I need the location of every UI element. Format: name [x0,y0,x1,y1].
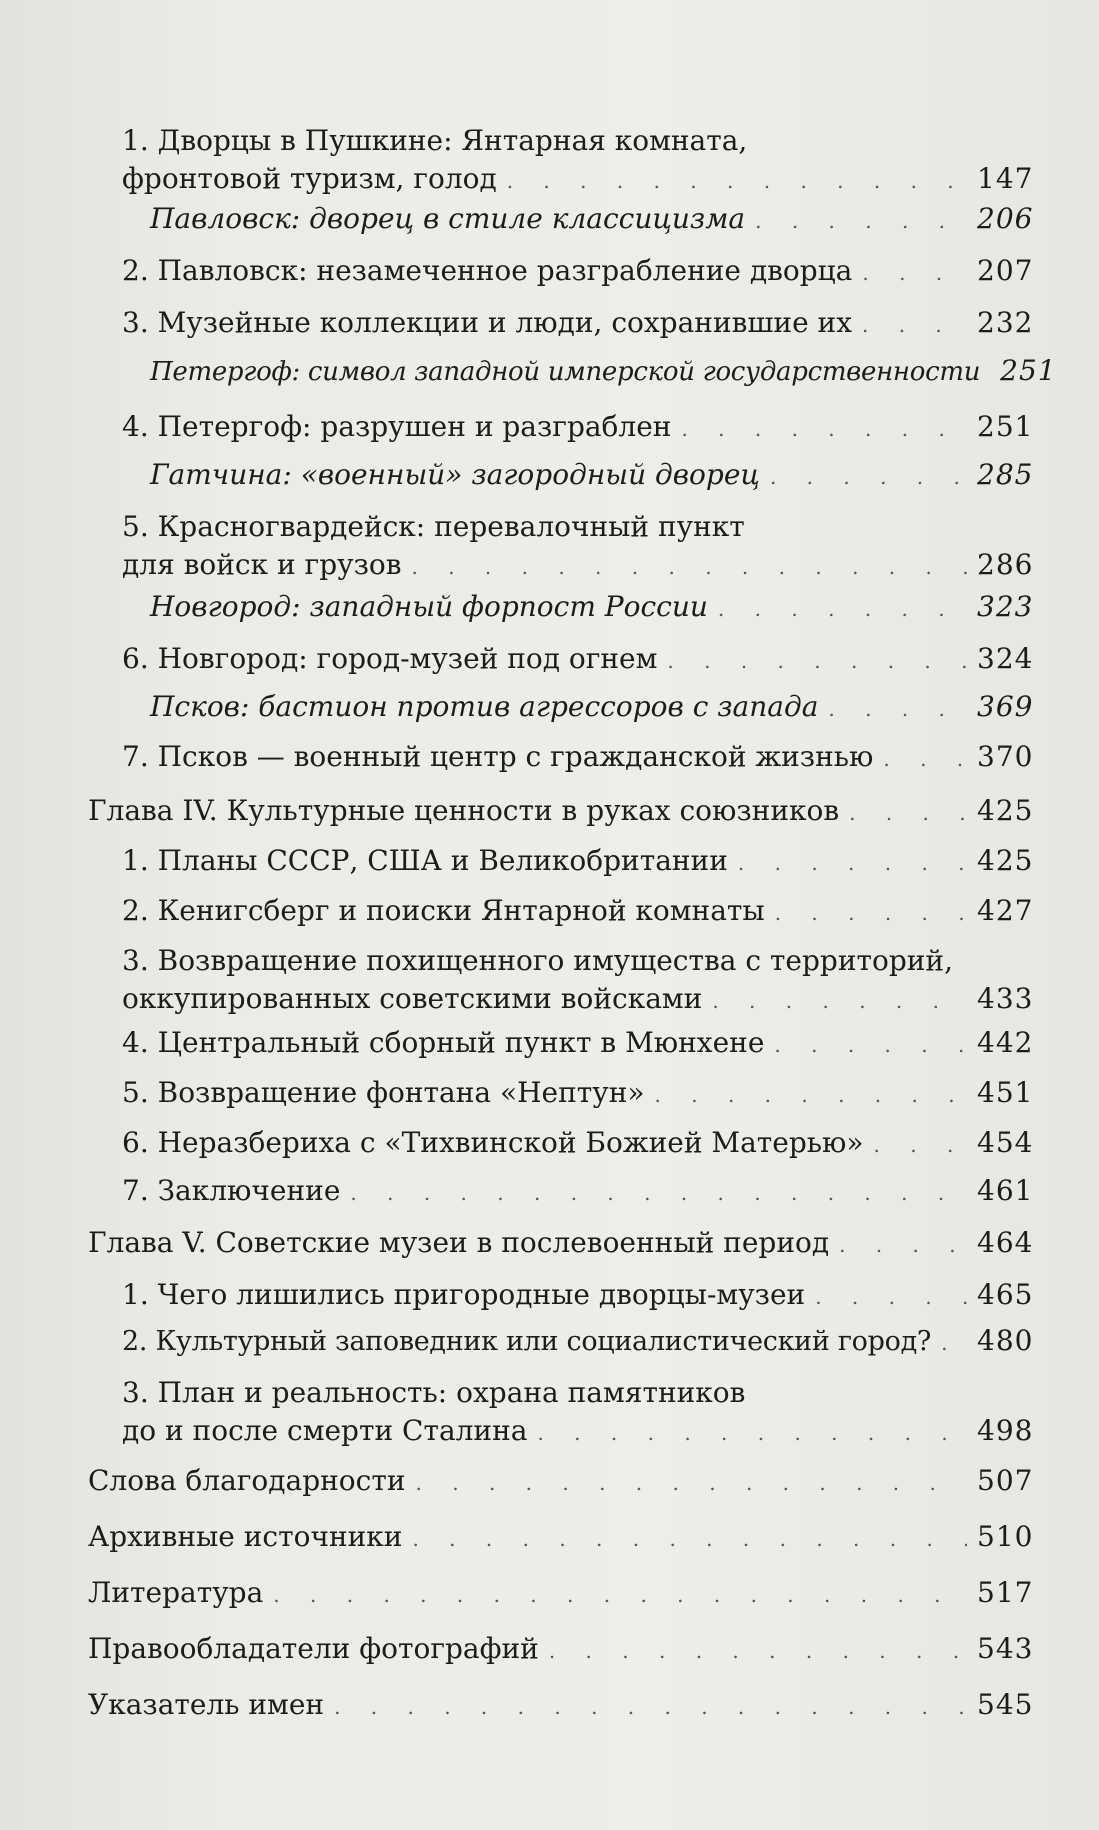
toc-entry[interactable] [122,1074,1034,1114]
toc-page-number: 507 [977,1464,1034,1497]
toc-page-number: 543 [977,1632,1034,1665]
toc-entry-title-cont: для войск и грузов [122,548,402,581]
toc-entry[interactable] [122,508,1034,586]
toc-entry-title: 5. Возвращение фонтана «Нептун» [122,1076,645,1109]
toc-entry-title: 3. Музейные коллекции и люди, сохранившие их [122,306,852,339]
dot-leader [862,254,967,292]
toc-chapter[interactable] [88,1686,1034,1726]
toc-entry[interactable] [122,408,1034,448]
dot-leader [874,1126,967,1164]
toc-chapter[interactable] [88,1518,1034,1558]
toc-entry-title: 2. Культурный заповедник или социалистический город? [122,1326,932,1357]
dot-leader [718,590,967,628]
toc-entry[interactable] [122,304,1034,344]
toc-page-number: 323 [977,590,1034,623]
toc-chapter-title: Литература [88,1576,264,1609]
toc-entry-title: 7. Псков — военный центр с гражданской жизнью [122,740,874,773]
toc-entry-title: 4. Центральный сборный пункт в Мюнхене [122,1026,765,1059]
dot-leader [774,1026,967,1064]
toc-chapter-title: Глава V. Советские музеи в послевоенный период [88,1226,830,1259]
toc-chapter-title: Глава IV. Культурные ценности в руках союзников [88,794,840,827]
toc-page-number: 285 [977,458,1034,491]
toc-entry-title: 3. Возвращение похищенного имущества с территорий, [122,944,953,977]
toc-entry[interactable] [150,688,1034,728]
toc-page-number: 425 [977,844,1034,877]
toc-entry-title-cont: до и после смерти Сталина [122,1414,528,1447]
dot-leader [412,1520,967,1558]
toc-entry-title: 7. Заключение [122,1174,341,1207]
toc-entry-title: Новгород: западный форпост России [150,590,708,623]
toc-page-number: 369 [977,690,1034,723]
dot-leader [681,410,967,448]
toc-entry[interactable] [150,200,1034,240]
dot-leader [507,162,967,200]
toc-entry-title: 6. Неразбериха с «Тихвинской Божией Матерью» [122,1126,864,1159]
toc-page-number: 206 [977,202,1034,235]
dot-leader [815,1278,967,1316]
dot-leader [775,894,967,932]
dot-leader [862,306,967,344]
dot-leader [941,1324,967,1362]
toc-chapter[interactable] [88,1462,1034,1502]
dot-leader [738,844,967,882]
toc-entry-title: Гатчина: «военный» загородный дворец [150,458,760,491]
dot-leader [549,1632,967,1670]
dot-leader [537,1414,967,1452]
toc-page-number: 465 [977,1278,1034,1311]
toc-page-number: 425 [977,794,1034,827]
dot-leader [770,458,967,496]
toc-entry[interactable] [150,456,1034,496]
dot-leader [655,1076,967,1114]
dot-leader [667,642,967,680]
toc-entry[interactable] [122,252,1034,292]
toc-page-number: 517 [977,1576,1034,1609]
toc-entry-title: 4. Петергоф: разрушен и разграблен [122,410,672,443]
toc-entry-title: 5. Красногвардейск: перевалочный пункт [122,510,745,543]
toc-chapter-title: Архивные источники [88,1520,403,1553]
toc-page-number: 461 [977,1174,1034,1207]
toc-entry[interactable] [122,1374,1034,1452]
toc-page-number: 324 [977,642,1034,675]
toc-chapter[interactable] [88,1574,1034,1614]
toc-page-number: 545 [977,1688,1034,1721]
dot-leader [334,1688,967,1726]
toc-entry-title: Павловск: дворец в стиле классицизма [150,202,746,235]
dot-leader [839,1226,967,1264]
toc-page-number: 454 [977,1126,1034,1159]
dot-leader [883,740,967,778]
toc-chapter[interactable] [88,1224,1034,1264]
dot-leader [411,548,967,586]
toc-page-number: 451 [977,1076,1034,1109]
toc-page-number: 251 [977,410,1034,443]
toc-entry-title: 2. Кенигсберг и поиски Янтарной комнаты [122,894,765,927]
toc-page-number: 480 [977,1324,1034,1357]
toc-entry-title: Петергоф: символ западной имперской государственности [150,357,981,387]
toc-page-number: 147 [977,162,1034,195]
dot-leader [273,1576,967,1614]
toc-page-number: 433 [977,982,1034,1015]
toc-entry[interactable] [122,738,1034,778]
toc-chapter[interactable] [88,1630,1034,1670]
toc-entry[interactable] [122,1172,1034,1212]
toc-page-number: 464 [977,1226,1034,1259]
toc-entry[interactable] [122,942,1034,1020]
dot-leader [350,1174,967,1212]
toc-entry[interactable] [122,892,1034,932]
toc-entry-title: 1. Планы СССР, США и Великобритании [122,844,728,877]
toc-entry-title: 2. Павловск: незамеченное разграбление дворца [122,254,853,287]
toc-entry-title: 6. Новгород: город-музей под огнем [122,642,658,675]
toc-entry-title: 1. Дворцы в Пушкине: Янтарная комната, [122,124,748,157]
dot-leader [712,982,967,1020]
toc-entry[interactable] [122,640,1034,680]
toc-entry-title: 3. План и реальность: охрана памятников [122,1376,746,1409]
toc-page-number: 427 [977,894,1034,927]
toc-entry[interactable] [150,352,1057,392]
toc-entry-title-cont: фронтовой туризм, голод [122,162,497,195]
toc-entry-title: Псков: бастион против агрессоров с запада [150,690,819,723]
toc-chapter[interactable] [88,792,1034,832]
toc-entry[interactable] [122,1276,1034,1316]
toc-entry[interactable] [122,1024,1034,1064]
dot-leader [849,794,967,832]
toc-entry[interactable] [122,1322,1034,1362]
toc-page-number: 510 [977,1520,1034,1553]
toc-chapter-title: Указатель имен [88,1688,325,1721]
toc-page-number: 251 [1000,354,1057,387]
dot-leader [416,1464,967,1502]
toc-entry[interactable] [122,122,1034,200]
toc-page-number: 442 [977,1026,1034,1059]
toc-entry[interactable] [122,842,1034,882]
toc-page-number: 232 [977,306,1034,339]
toc-entry[interactable] [150,588,1034,628]
toc-entry-title-cont: оккупированных советскими войсками [122,982,703,1015]
toc-chapter-title: Правообладатели фотографий [88,1632,539,1665]
toc-page-number: 370 [977,740,1034,773]
toc-chapter-title: Слова благодарности [88,1464,406,1497]
dot-leader [755,202,967,240]
toc-page-number: 498 [977,1414,1034,1447]
dot-leader [828,690,967,728]
toc-page-number: 207 [977,254,1034,287]
toc-page-number: 286 [977,548,1034,581]
toc-entry-title: 1. Чего лишились пригородные дворцы-музеи [122,1278,806,1311]
toc-entry[interactable] [122,1124,1034,1164]
